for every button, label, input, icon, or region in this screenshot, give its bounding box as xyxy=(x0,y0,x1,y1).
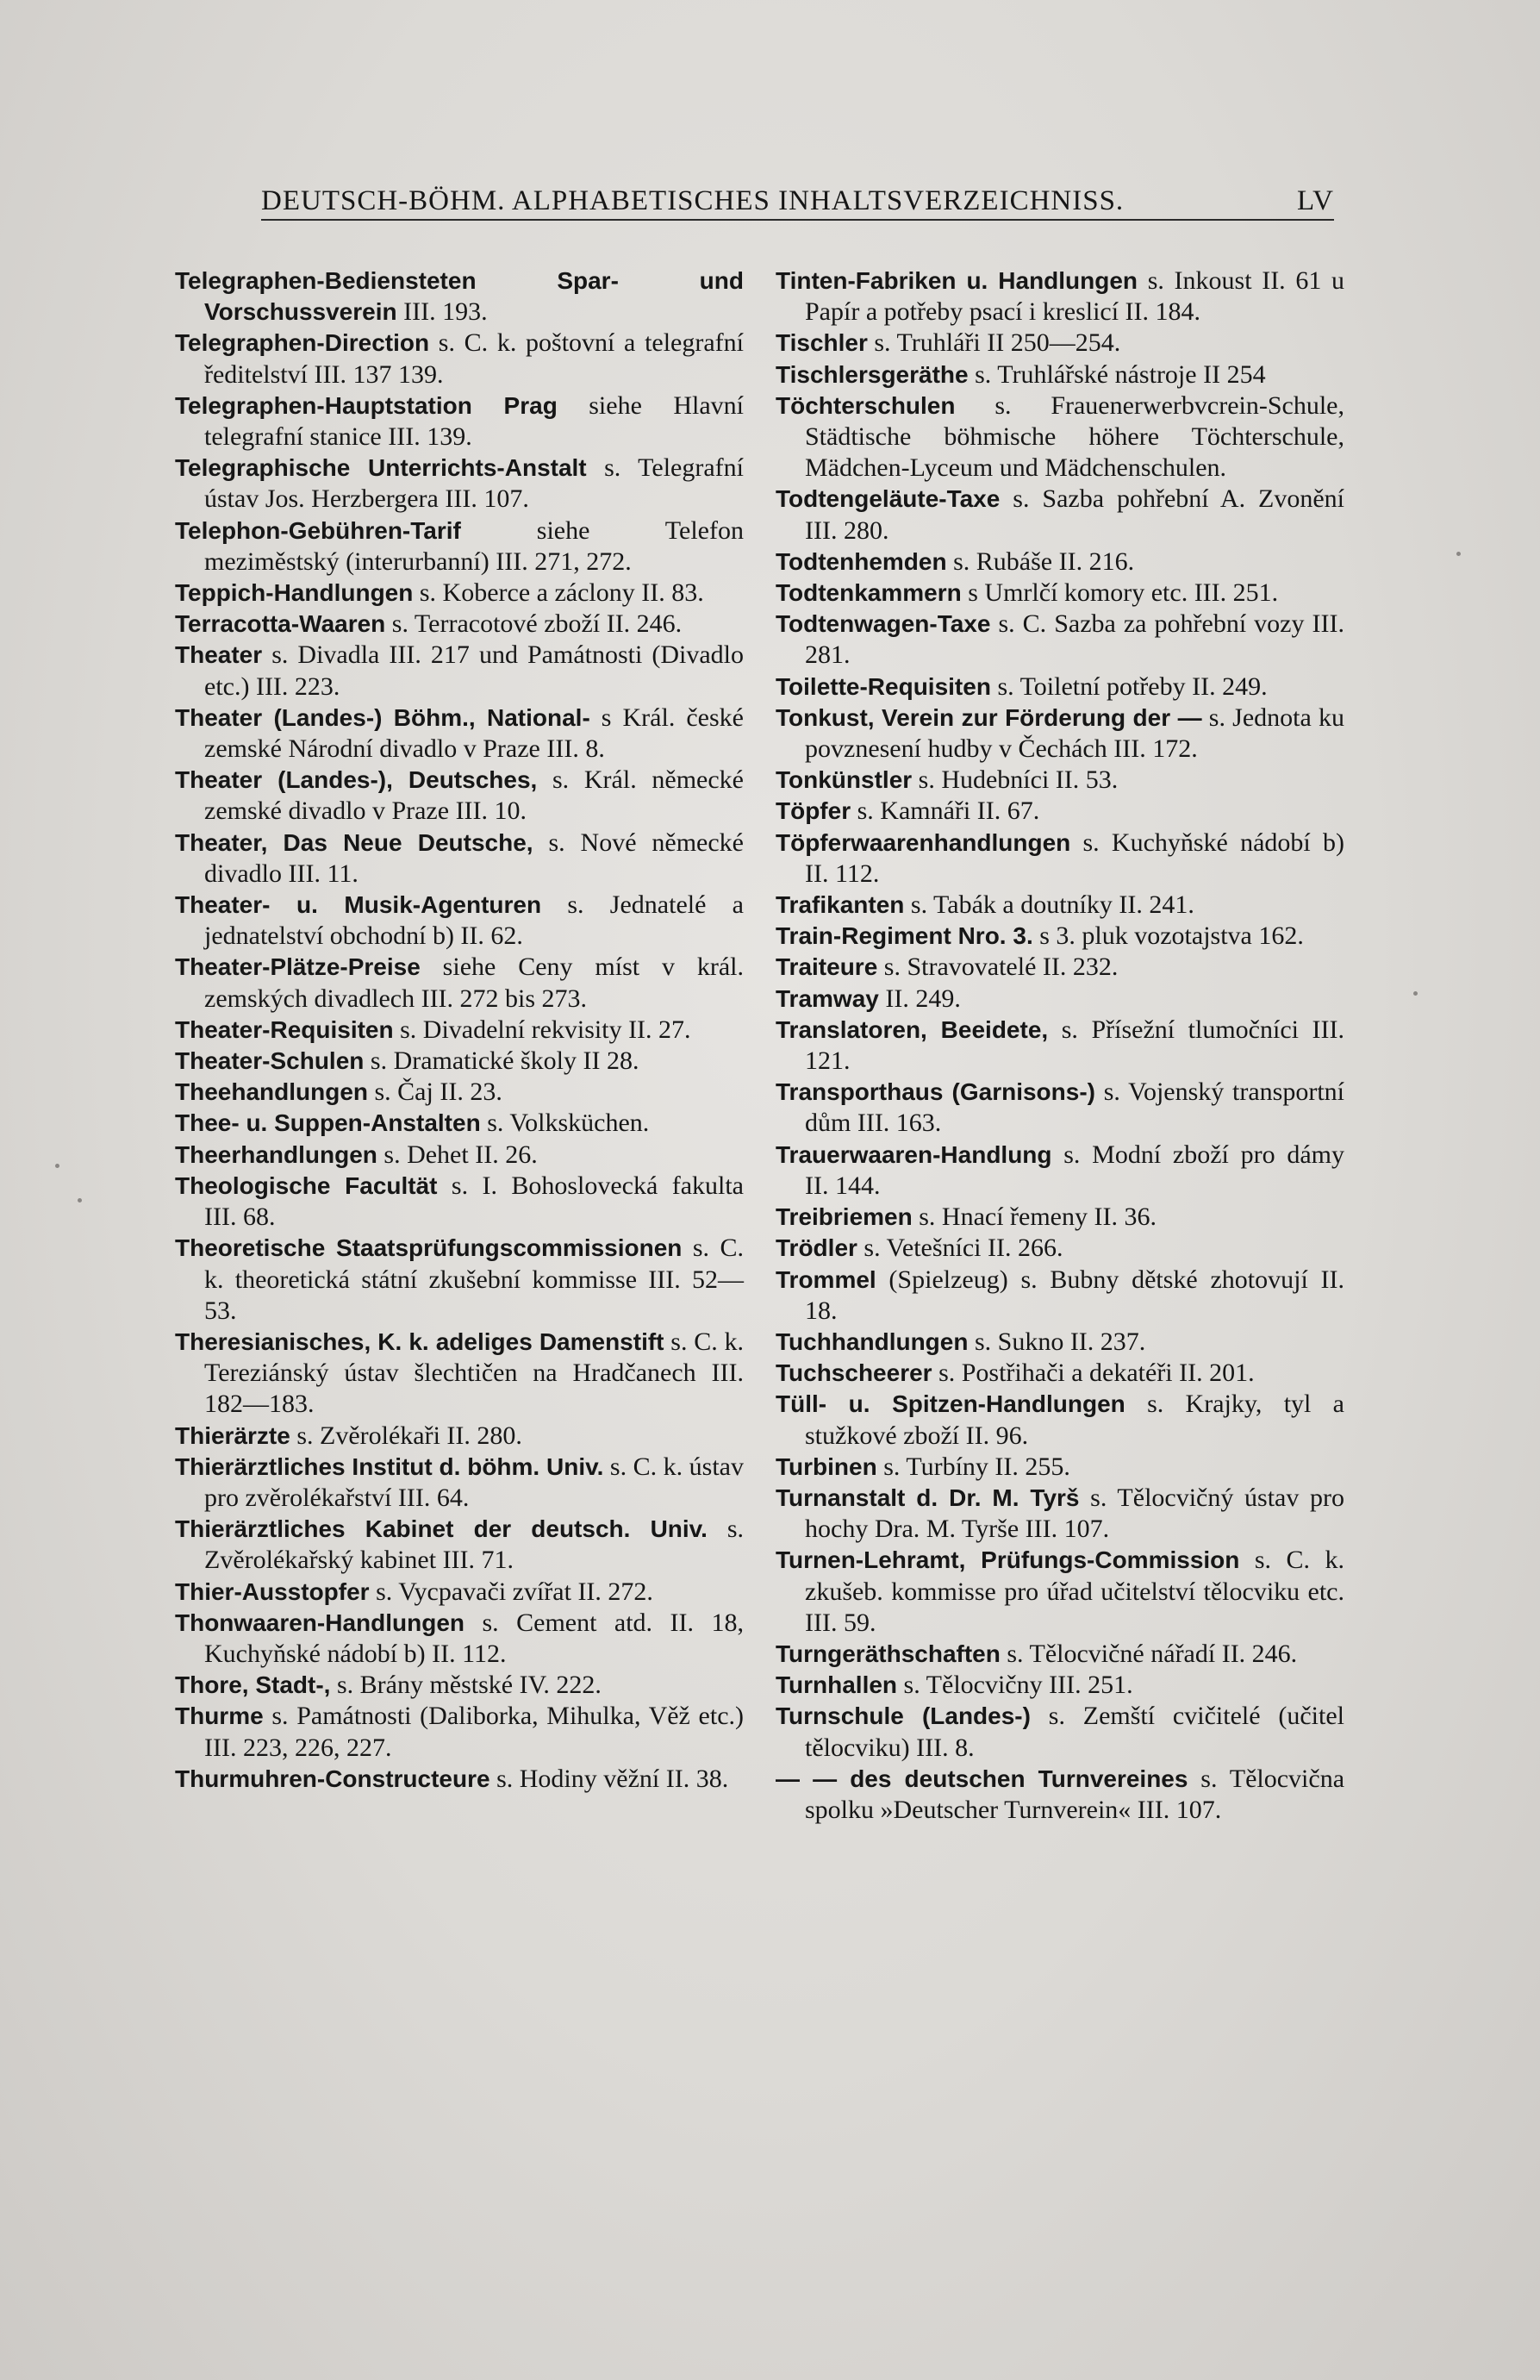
entry-term: Tischler xyxy=(776,329,868,357)
entry-term: Thierärztliches Kabinet der deutsch. Univ. xyxy=(175,1515,708,1543)
index-entry xyxy=(776,1639,1344,1670)
index-entry xyxy=(776,1670,1344,1701)
left-column xyxy=(175,265,744,1795)
entry-reference: s. Koberce a záclony II. 83. xyxy=(413,578,704,608)
index-entry xyxy=(776,984,1344,1015)
index-entry xyxy=(776,796,1344,827)
entry-reference: siehe Ceny míst v král. zemských divadlech III. 272 bis 273. xyxy=(204,953,744,1013)
entry-reference: s. Vycpavači zvířat II. 272. xyxy=(369,1577,653,1606)
entry-reference: s. Vojenský transportní dům III. 163. xyxy=(805,1078,1345,1138)
entry-reference: s. Frauenerwerbvcrein-Schule, Städtische böhmische höhere Töchterschule, Mädchen-Lyceum und Mädchenschulen. xyxy=(805,390,1344,483)
entry-term: Toilette-Requisiten xyxy=(776,672,991,700)
entry-reference: s. Telegrafní ústav Jos. Herzbergera III. 107. xyxy=(204,453,744,514)
index-entry xyxy=(175,765,744,827)
entry-reference: s. Inkoust II. 61 u Papír a potřeby psací i kreslicí II. 184. xyxy=(805,266,1345,327)
index-entry xyxy=(175,453,744,515)
entry-term: Terracotta-Waaren xyxy=(175,610,386,638)
entry-term: Turngeräthschaften xyxy=(776,1640,1001,1667)
index-entry xyxy=(175,890,744,952)
index-entry xyxy=(776,547,1344,578)
entry-term: Theoretische Staatsprüfungscommissionen xyxy=(175,1234,683,1262)
index-entry xyxy=(776,952,1344,983)
index-entry xyxy=(776,1483,1344,1545)
entry-term: Telephon-Gebühren-Tarif xyxy=(175,516,461,544)
paper-speck xyxy=(55,1164,59,1168)
index-entry xyxy=(776,609,1344,671)
entry-term: Todtengeläute-Taxe xyxy=(776,485,1001,513)
entry-term: Tinten-Fabriken u. Handlungen xyxy=(776,267,1138,294)
entry-reference: s. Nové německé divadlo III. 11. xyxy=(204,828,744,888)
index-entry xyxy=(776,765,1344,796)
entry-term: Telegraphische Unterrichts-Anstalt xyxy=(175,454,587,482)
entry-term: Tüll- u. Spitzen-Handlungen xyxy=(776,1390,1125,1418)
entry-term: Turnen-Lehramt, Prüfungs-Commission xyxy=(776,1546,1240,1574)
entry-reference: s. Turbíny II. 255. xyxy=(876,1452,1070,1481)
index-entry xyxy=(175,1108,744,1139)
entry-reference: s. Modní zboží pro dámy II. 144. xyxy=(805,1140,1344,1200)
entry-reference: II. 249. xyxy=(878,984,961,1013)
index-entry xyxy=(776,1202,1344,1233)
entry-term: Töpferwaarenhandlungen xyxy=(776,828,1071,856)
header-rule xyxy=(261,219,1334,221)
entry-reference: s. Král. německé zemské divadlo v Praze III. 10. xyxy=(204,765,745,826)
index-entry xyxy=(776,328,1344,359)
entry-term: Thonwaaren-Handlungen xyxy=(175,1609,464,1636)
index-entry xyxy=(175,1608,744,1670)
entry-reference: s. Tělocvičny III. 251. xyxy=(897,1671,1133,1700)
index-entry xyxy=(776,703,1344,765)
entry-reference: s. Kamnáři II. 67. xyxy=(851,796,1040,826)
entry-reference: s. Brány městské IV. 222. xyxy=(330,1671,602,1700)
entry-reference: s. Tělocvičné nářadí II. 246. xyxy=(1000,1639,1298,1668)
index-entry xyxy=(175,952,744,1014)
entry-term: Todtenkammern xyxy=(776,579,962,607)
entry-term: Telegraphen-Bediensteten Spar- und Vorschussverein xyxy=(175,267,744,326)
entry-term: Thee- u. Suppen-Anstalten xyxy=(175,1109,481,1137)
entry-reference: s. Toiletní potřeby II. 249. xyxy=(990,672,1268,701)
entry-reference: s. Cement atd. II. 18, Kuchyňské nádobí b) II. 112. xyxy=(204,1608,744,1668)
entry-term: Theater (Landes-) Böhm., National- xyxy=(175,703,590,731)
entry-term: Theerhandlungen xyxy=(175,1140,377,1168)
entry-term: Theater xyxy=(175,641,263,669)
entry-term: Theater-Requisiten xyxy=(175,1015,394,1043)
entry-reference: III. 193. xyxy=(396,297,488,327)
index-entry xyxy=(175,1514,744,1576)
entry-term: Todtenhemden xyxy=(776,547,947,575)
entry-reference: (Spielzeug) s. Bubny dětské zhotovují II. 18. xyxy=(805,1265,1344,1325)
index-entry xyxy=(175,1327,744,1421)
entry-term: Thurme xyxy=(175,1702,264,1730)
entry-reference: s. Krajky, tyl a stužkové zboží II. 96. xyxy=(805,1390,1344,1450)
entry-term: Tramway xyxy=(776,984,879,1012)
index-entry xyxy=(175,265,744,328)
index-entry xyxy=(776,359,1344,390)
entry-term: Theologische Facultät xyxy=(175,1171,438,1199)
entry-reference: s. C. k. poštovní a telegrafní ředitelství III. 137 139. xyxy=(204,328,744,389)
page-number: LV xyxy=(1297,185,1334,216)
entry-reference: s. Hudebníci II. 53. xyxy=(912,765,1119,795)
entry-reference: s. Divadla III. 217 und Památnosti (Divadlo etc.) III. 223. xyxy=(204,640,744,701)
entry-reference: s. Volksküchen. xyxy=(480,1109,650,1138)
entry-reference: s. Sukno II. 237. xyxy=(968,1327,1146,1356)
index-entry xyxy=(175,1140,744,1171)
entry-reference: s. Stravovatelé II. 232. xyxy=(877,953,1119,982)
entry-reference: s. Přísežní tlumočníci III. 121. xyxy=(805,1015,1344,1076)
index-entry xyxy=(776,1265,1344,1327)
entry-term: Telegraphen-Hauptstation Prag xyxy=(175,391,558,419)
entry-term: Traiteure xyxy=(776,953,878,981)
entry-term: Thierärzte xyxy=(175,1421,290,1449)
entry-term: Turnschule (Landes-) xyxy=(776,1702,1031,1730)
entry-reference: s. Tabák a doutníky II. 241. xyxy=(904,890,1194,920)
entry-reference: s. Zvěrolékaři II. 280. xyxy=(290,1421,522,1450)
entry-term: Thierärztliches Institut d. böhm. Univ. xyxy=(175,1452,604,1480)
index-entry xyxy=(175,328,744,390)
index-entry xyxy=(175,828,744,890)
entry-reference: s. Postřihači a dekatéři II. 201. xyxy=(932,1359,1255,1388)
index-entry xyxy=(175,1701,744,1763)
entry-term: Theater- u. Musik-Agenturen xyxy=(175,891,542,919)
entry-reference: s. Dramatické školy II 28. xyxy=(364,1046,639,1076)
paper-speck xyxy=(1413,991,1418,996)
entry-term: Theehandlungen xyxy=(175,1078,368,1106)
entry-term: Tonkust, Verein zur Förderung der — xyxy=(776,703,1202,731)
index-entry xyxy=(175,1764,744,1795)
index-entry xyxy=(175,1046,744,1077)
index-entry xyxy=(776,921,1344,952)
entry-reference: s. Sazba pohřební A. Zvonění III. 280. xyxy=(805,484,1344,545)
index-entry xyxy=(175,1670,744,1701)
entry-reference: s. Truhláři II 250—254. xyxy=(867,328,1121,358)
entry-term: Translatoren, Beeidete, xyxy=(776,1015,1049,1043)
entry-reference: siehe Hlavní telegrafní stanice III. 139. xyxy=(204,390,744,452)
paper-speck xyxy=(78,1198,82,1202)
entry-reference: s. C. Sazba za pohřební vozy III. 281. xyxy=(805,609,1344,670)
entry-reference: s. Truhlářské nástroje II 254 xyxy=(968,359,1266,389)
index-entry xyxy=(175,640,744,702)
entry-term: Theater (Landes-), Deutsches, xyxy=(175,766,538,794)
entry-term: Transporthaus (Garnisons-) xyxy=(776,1078,1095,1106)
entry-term: Todtenwagen-Taxe xyxy=(776,610,991,638)
index-entry xyxy=(175,1452,744,1514)
entry-reference: s. Zemští cvičitelé (učitel tělocviku) III. 8. xyxy=(805,1702,1344,1762)
entry-reference: s. Zvěrolékařský kabinet III. 71. xyxy=(204,1515,744,1575)
entry-reference: s. Kuchyňské nádobí b) II. 112. xyxy=(805,828,1344,888)
entry-reference: s. Jednatelé a jednatelství obchodní b) II. 62. xyxy=(204,890,744,951)
entry-reference: s. C. k. zkušeb. kommisse pro úřad učitelství tělocviku etc. III. 59. xyxy=(805,1546,1345,1637)
entry-term: Theater-Plätze-Preise xyxy=(175,953,421,981)
entry-term: Thier-Ausstopfer xyxy=(175,1577,370,1605)
entry-term: Train-Regiment Nro. 3. xyxy=(776,922,1033,950)
entry-reference: s. Terracotové zboží II. 246. xyxy=(385,609,683,639)
index-entry xyxy=(776,1077,1344,1139)
index-entry xyxy=(776,1701,1344,1763)
entry-reference: s. Hnací řemeny II. 36. xyxy=(912,1202,1157,1232)
index-entry xyxy=(175,390,744,453)
entry-term: Trommel xyxy=(776,1265,876,1293)
entry-reference: s. Vetešníci II. 266. xyxy=(857,1234,1063,1263)
index-entry xyxy=(175,1015,744,1046)
entry-reference: s Umrlčí komory etc. III. 251. xyxy=(961,578,1279,608)
index-entry xyxy=(776,672,1344,703)
entry-term: Tonkünstler xyxy=(776,766,913,794)
index-entry xyxy=(175,1171,744,1233)
index-entry xyxy=(776,1452,1344,1483)
entry-reference: s 3. pluk vozotajstva 162. xyxy=(1032,921,1304,951)
index-entry xyxy=(776,1389,1344,1451)
index-entry xyxy=(776,265,1344,328)
entry-reference: s. C. k. ústav pro zvěrolékařství III. 64. xyxy=(204,1452,744,1512)
entry-term: Tischlersgeräthe xyxy=(776,360,969,388)
index-entry xyxy=(776,390,1344,484)
entry-term: Tuchhandlungen xyxy=(776,1327,969,1355)
entry-term: Töchterschulen xyxy=(776,391,956,419)
entry-reference: siehe Telefon meziměstský (interurbanní) III. 271, 272. xyxy=(204,515,744,576)
entry-term: Tuchscheerer xyxy=(776,1359,932,1387)
index-entry xyxy=(776,890,1344,921)
entry-term: Theater-Schulen xyxy=(175,1047,365,1075)
index-entry xyxy=(776,1764,1344,1826)
page-header xyxy=(261,172,1334,217)
index-entry xyxy=(776,1140,1344,1202)
entry-term: Thurmuhren-Constructeure xyxy=(175,1765,490,1792)
index-entry xyxy=(776,1358,1344,1389)
paper-speck xyxy=(1456,552,1461,556)
entry-term: Turnanstalt d. Dr. M. Tyrš xyxy=(776,1484,1080,1511)
index-entry xyxy=(175,578,744,609)
index-entry xyxy=(175,609,744,640)
entry-term: Turbinen xyxy=(776,1452,877,1480)
entry-term: Telegraphen-Direction xyxy=(175,329,430,357)
entry-term: Turnhallen xyxy=(776,1671,898,1699)
entry-term: Theresianisches, K. k. adeliges Damenstift xyxy=(175,1327,664,1355)
right-column xyxy=(776,265,1344,1826)
index-entry xyxy=(175,1577,744,1608)
entry-reference: s. Tělocvičný ústav pro hochy Dra. M. Tyrše III. 107. xyxy=(805,1483,1344,1544)
entry-reference: s Král. české zemské Národní divadlo v Praze III. 8. xyxy=(204,703,744,764)
entry-reference: s. Čaj II. 23. xyxy=(368,1078,502,1107)
entry-reference: s. Tělocvična spolku »Deutscher Turnverein« III. 107. xyxy=(805,1764,1345,1824)
index-entry xyxy=(776,828,1344,890)
entry-term: Thore, Stadt-, xyxy=(175,1671,331,1699)
entry-reference: s. Dehet II. 26. xyxy=(377,1140,538,1169)
index-entry xyxy=(175,703,744,765)
index-entry xyxy=(776,1015,1344,1077)
entry-reference: s. Jednota ku povznesení hudby v Čechách III. 172. xyxy=(805,703,1345,764)
entry-term: Töpfer xyxy=(776,797,851,825)
index-entry xyxy=(175,1077,744,1108)
entry-term: Trafikanten xyxy=(776,891,905,919)
index-entry xyxy=(175,1233,744,1327)
running-title: DEUTSCH-BÖHM. ALPHABETISCHES INHALTSVERZEICHNISS. xyxy=(261,185,1125,216)
entry-reference: s. Rubáše II. 216. xyxy=(946,547,1135,576)
entry-term: — — des deutschen Turnvereines xyxy=(776,1765,1188,1792)
entry-reference: s. I. Bohoslovecká fakulta III. 68. xyxy=(204,1171,744,1232)
index-entry xyxy=(776,484,1344,546)
entry-term: Trödler xyxy=(776,1234,857,1262)
index-entry xyxy=(776,1545,1344,1639)
entry-term: Teppich-Handlungen xyxy=(175,579,414,607)
entry-reference: s. Divadelní rekvisity II. 27. xyxy=(393,1015,691,1044)
entry-reference: s. Památnosti (Daliborka, Mihulka, Věž etc.) III. 223, 226, 227. xyxy=(204,1702,744,1762)
index-entry xyxy=(175,515,744,578)
entry-term: Trauerwaaren-Handlung xyxy=(776,1140,1052,1168)
index-entry xyxy=(776,1233,1344,1264)
index-entry xyxy=(776,578,1344,609)
index-entry xyxy=(776,1327,1344,1358)
entry-term: Treibriemen xyxy=(776,1203,913,1231)
entry-term: Theater, Das Neue Deutsche, xyxy=(175,828,533,856)
entry-reference: s. C. k. Tereziánský ústav šlechtičen na Hradčanech III. 182—183. xyxy=(204,1327,744,1419)
entry-reference: s. Hodiny věžní II. 38. xyxy=(489,1764,729,1793)
entry-reference: s. C. k. theoretická státní zkušební kommisse III. 52—53. xyxy=(204,1234,745,1325)
index-entry xyxy=(175,1421,744,1452)
